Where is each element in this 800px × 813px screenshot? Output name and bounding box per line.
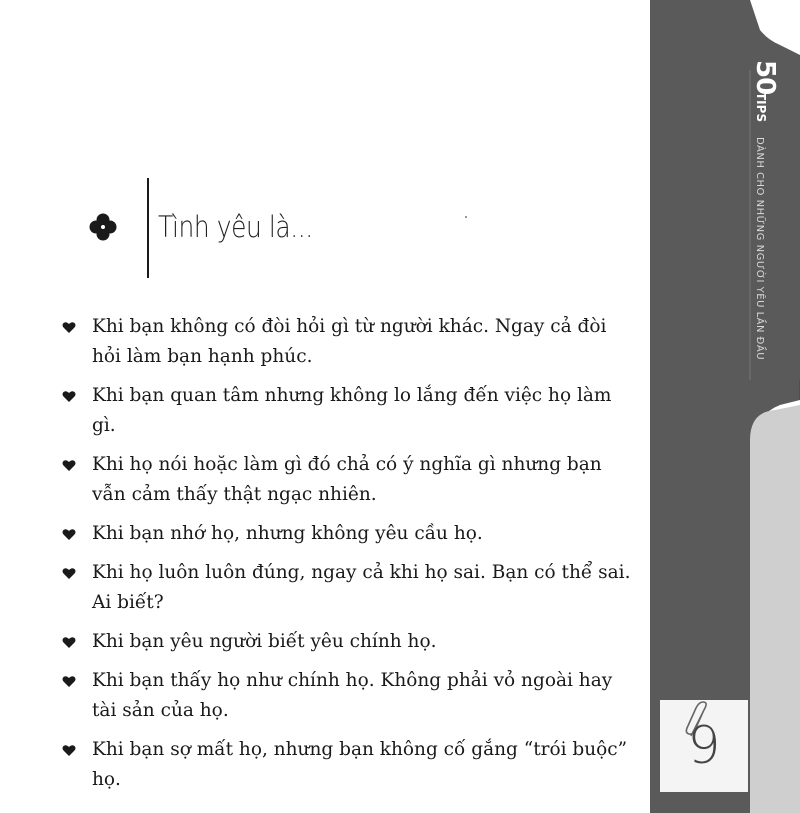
list-item xyxy=(62,666,632,726)
list-item-text: Khi bạn yêu người biết yêu chính họ. xyxy=(92,631,437,652)
heart-icon xyxy=(62,528,76,541)
heart-icon xyxy=(62,675,76,688)
page-number: 9 xyxy=(687,716,721,776)
list-item-text: Khi bạn không có đòi hỏi gì từ người khác. Ngay cả đòi hỏi làm bạn hạnh phúc. xyxy=(92,316,607,367)
print-mark xyxy=(465,216,467,218)
list-item xyxy=(62,519,632,549)
title-divider xyxy=(147,178,149,278)
list-item-text: Khi họ nói hoặc làm gì đó chả có ý nghĩa gì nhưng bạn vẫn cảm thấy thật ngạc nhiên. xyxy=(92,454,602,505)
side-tab-brand xyxy=(750,60,790,400)
clover-icon xyxy=(88,212,118,242)
heart-icon xyxy=(62,321,76,334)
list-item xyxy=(62,558,632,618)
heart-icon xyxy=(62,567,76,580)
heart-icon xyxy=(62,636,76,649)
love-list xyxy=(62,312,632,804)
page-title: Tình yêu là... xyxy=(158,210,313,244)
list-item-text: Khi họ luôn luôn đúng, ngay cả khi họ sai. Bạn có thể sai. Ai biết? xyxy=(92,562,631,613)
list-item-text: Khi bạn nhớ họ, nhưng không yêu cầu họ. xyxy=(92,523,483,544)
heart-icon xyxy=(62,459,76,472)
heart-icon xyxy=(62,744,76,757)
brand-number: 50 xyxy=(750,60,780,95)
list-item-text: Khi bạn thấy họ như chính họ. Không phải vỏ ngoài hay tài sản của họ. xyxy=(92,670,613,721)
heart-icon xyxy=(62,390,76,403)
brand-subtitle: DÀNH CHO NHỮNG NGƯỜI YÊU LẦN ĐẦU xyxy=(754,137,765,361)
list-item-text: Khi bạn quan tâm nhưng không lo lắng đến việc họ làm gì. xyxy=(92,385,612,436)
list-item xyxy=(62,735,632,795)
list-item-text: Khi bạn sợ mất họ, nhưng bạn không cố gắng “trói buộc” họ. xyxy=(92,739,628,790)
list-item xyxy=(62,381,632,441)
list-item xyxy=(62,627,632,657)
list-item xyxy=(62,450,632,510)
brand-tips: TIPS xyxy=(754,92,768,123)
list-item xyxy=(62,312,632,372)
